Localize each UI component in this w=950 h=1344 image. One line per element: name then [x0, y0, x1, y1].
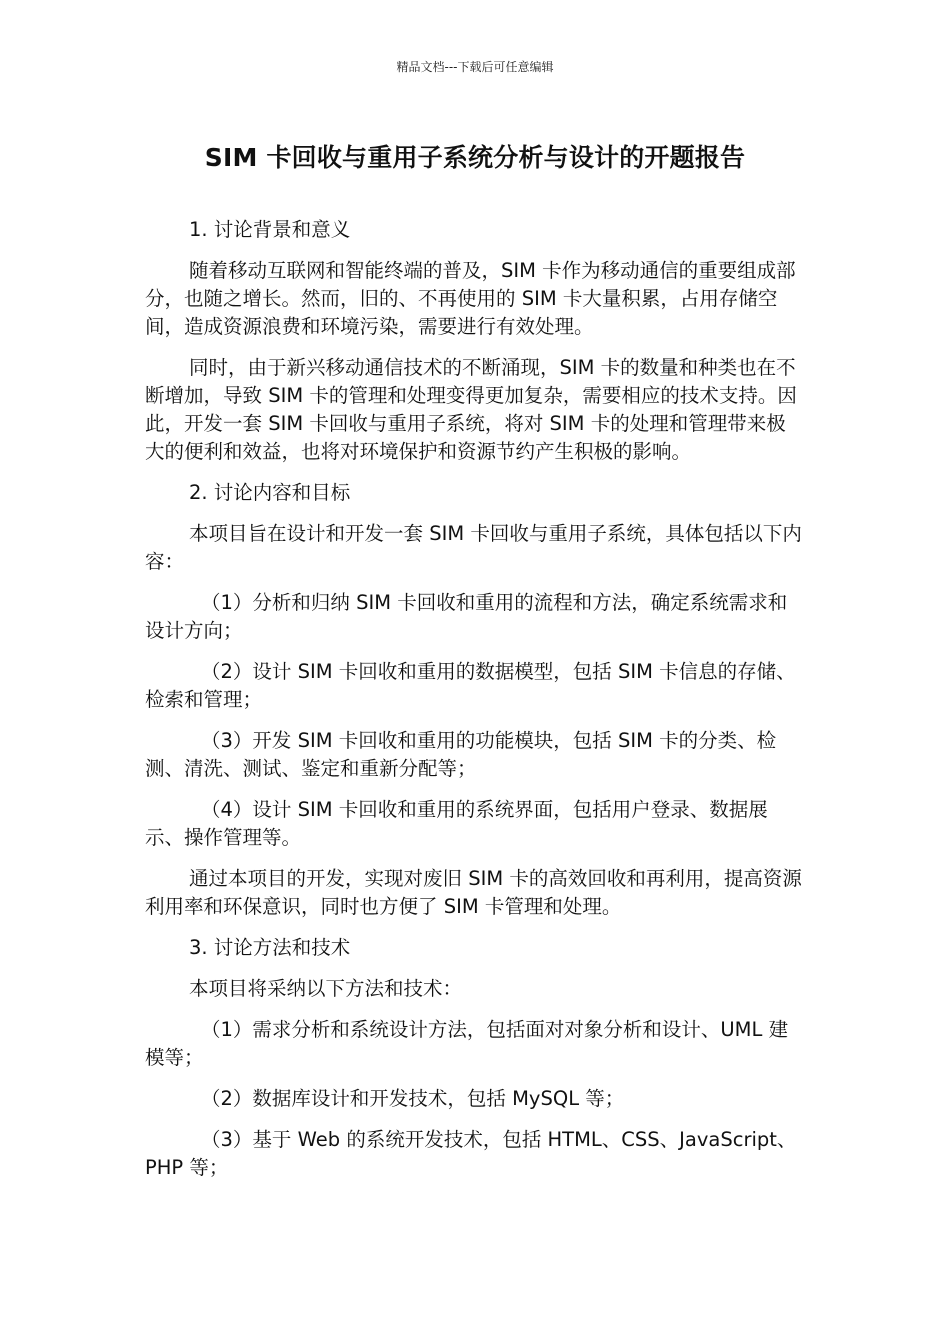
section-heading-3: 3. 讨论方法和技术 — [189, 936, 351, 959]
document-body — [145, 216, 805, 1195]
paragraph: 本项目将采纳以下方法和技术： — [189, 977, 463, 1000]
list-item: （2）数据库设计和开发技术，包括 MySQL 等； — [201, 1087, 625, 1110]
list-item: （3）开发 SIM 卡回收和重用的功能模块，包括 SIM 卡的分类、检测、清洗、测试、鉴定和重新分配等； — [145, 729, 777, 780]
list-item: （4）设计 SIM 卡回收和重用的系统界面，包括用户登录、数据展示、操作管理等。 — [145, 798, 768, 849]
paragraph: 本项目旨在设计和开发一套 SIM 卡回收与重用子系统，具体包括以下内容： — [145, 522, 802, 573]
paragraph: 随着移动互联网和智能终端的普及，SIM 卡作为移动通信的重要组成部分，也随之增长。然而，旧的、不再使用的 SIM 卡大量积累，占用存储空间，造成资源浪费和环境污染，需要进行有效处理。 — [145, 259, 796, 338]
list-item: （2）设计 SIM 卡回收和重用的数据模型，包括 SIM 卡信息的存储、检索和管理； — [145, 660, 796, 711]
list-item: （1）分析和归纳 SIM 卡回收和重用的流程和方法，确定系统需求和设计方向； — [145, 591, 788, 642]
list-item: （1）需求分析和系统设计方法，包括面对对象分析和设计、UML 建模等； — [145, 1018, 789, 1069]
list-item: （3）基于 Web 的系统开发技术，包括 HTML、CSS、JavaScript、PHP 等； — [145, 1128, 797, 1179]
paragraph: 通过本项目的开发，实现对废旧 SIM 卡的高效回收和再利用，提高资源利用率和环保意识，同时也方便了 SIM 卡管理和处理。 — [145, 867, 802, 918]
paragraph: 同时，由于新兴移动通信技术的不断涌现，SIM 卡的数量和种类也在不断增加，导致 SIM 卡的管理和处理变得更加复杂，需要相应的技术支持。因此，开发一套 SIM 卡回收与重用子系统，将对 SIM 卡的处理和管理带来极大的便利和效益，也将对环境保护和资源节约产生积极的影响。 — [145, 356, 797, 463]
header-note: 精品文档---下载后可任意编辑 — [396, 60, 554, 74]
section-heading-2: 2. 讨论内容和目标 — [189, 481, 351, 504]
document-title: SIM 卡回收与重用子系统分析与设计的开题报告 — [204, 143, 746, 172]
section-heading-1: 1. 讨论背景和意义 — [189, 218, 351, 241]
